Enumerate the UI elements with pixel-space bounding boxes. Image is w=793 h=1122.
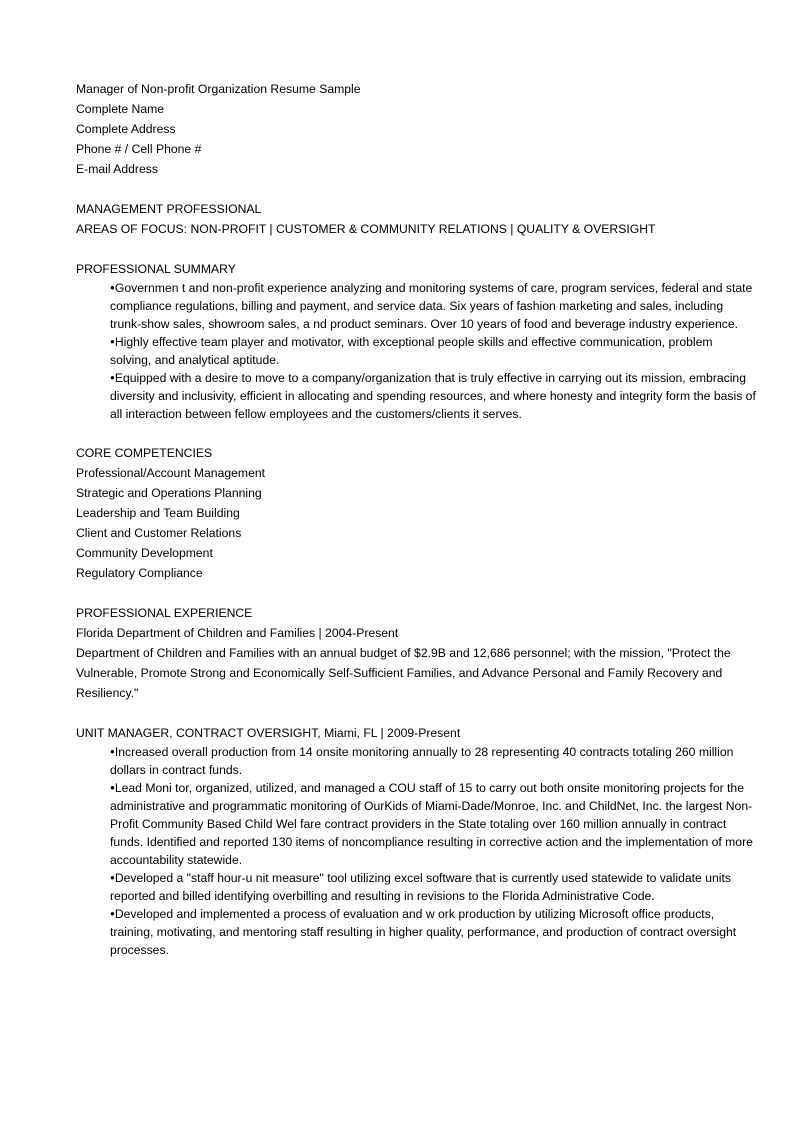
competency-item: Client and Customer Relations <box>76 526 242 540</box>
competency-item: Professional/Account Management <box>76 466 266 480</box>
role-bullet-text: Lead Moni tor, organized, utilized, and managed a COU staff of 15 to carry out both onsite monitoring projects for the administrative and programmatic monitoring of OurKids of Miami-Dade/Monroe, Inc. and ChildNet, Inc. the largest Non-Profit Community Based Child Wel fare contract providers in the State totaling over 160 million annually in contract funds. Identified and reported 130 items of noncompliance resulting in corrective action and the implementation of more accountability statewide. <box>110 781 753 867</box>
candidate-email: E-mail Address <box>76 162 158 176</box>
bullet-dot-icon: ● <box>110 747 115 756</box>
headline-focus: AREAS OF FOCUS: NON-PROFIT | CUSTOMER & COMMUNITY RELATIONS | QUALITY & OVERSIGHT <box>76 222 656 236</box>
experience-heading: PROFESSIONAL EXPERIENCE <box>76 606 253 620</box>
bullet-dot-icon: ● <box>110 337 115 346</box>
summary-bullet-text: Equipped with a desire to move to a company/organization that is truly effective in carrying out its mission, embracing diversity and inclusivity, efficient in allocating and spending resources, and where honesty and integrity form the basis of all interaction between fellow employees and the customers/clients it serves. <box>110 371 756 421</box>
competency-item: Strategic and Operations Planning <box>76 486 262 500</box>
bullet-dot-icon: ● <box>110 873 115 882</box>
summary-heading: PROFESSIONAL SUMMARY <box>76 262 236 276</box>
document-title: Manager of Non-profit Organization Resume Sample <box>76 82 361 96</box>
competency-item: Leadership and Team Building <box>76 506 240 520</box>
candidate-address: Complete Address <box>76 122 176 136</box>
role-title: UNIT MANAGER, CONTRACT OVERSIGHT, Miami, FL | 2009-Present <box>76 726 461 740</box>
role-bullet <box>110 869 756 905</box>
role-bullet-list <box>110 743 756 959</box>
employer-description: Department of Children and Families with an annual budget of $2.9B and 12,686 personnel; with the mission, "Protect the Vulnerable, Promote Strong and Economically Self-Sufficient Families, and Advance Personal and Family Recovery and Resiliency." <box>76 646 731 700</box>
summary-bullet-text: Governmen t and non-profit experience analyzing and monitoring systems of care, program services, federal and state compliance regulations, billing and payment, and service data. Six years of fashion marketing and sales, including trunk-show sales, showroom sales, a nd product seminars. Over 10 years of food and beverage industry experience. <box>110 281 753 331</box>
summary-bullet-list <box>110 279 756 423</box>
spacer <box>76 703 756 723</box>
competency-item: Regulatory Compliance <box>76 566 203 580</box>
role-bullet <box>110 779 756 869</box>
employer-line: Florida Department of Children and Families | 2004-Present <box>76 626 399 640</box>
spacer <box>76 239 756 259</box>
resume-content <box>76 79 756 959</box>
candidate-phone: Phone # / Cell Phone # <box>76 142 202 156</box>
summary-bullet-text: Highly effective team player and motivator, with exceptional people skills and effective communication, problem solving, and analytical aptitude. <box>110 335 713 367</box>
summary-bullet <box>110 369 756 423</box>
competency-item: Community Development <box>76 546 213 560</box>
competencies-heading: CORE COMPETENCIES <box>76 446 213 460</box>
bullet-dot-icon: ● <box>110 283 115 292</box>
spacer <box>76 423 756 443</box>
role-bullet <box>110 905 756 959</box>
role-bullet <box>110 743 756 779</box>
summary-bullet <box>110 333 756 369</box>
headline-title: MANAGEMENT PROFESSIONAL <box>76 202 262 216</box>
bullet-dot-icon: ● <box>110 373 115 382</box>
role-bullet-text: Developed a "staff hour-u nit measure" tool utilizing excel software that is currently used statewide to validate units reported and billed identifying overbilling and resulting in revisions to the Florida Administrative Code. <box>110 871 731 903</box>
bullet-dot-icon: ● <box>110 783 115 792</box>
spacer <box>76 583 756 603</box>
bullet-dot-icon: ● <box>110 909 115 918</box>
spacer <box>76 179 756 199</box>
role-bullet-text: Increased overall production from 14 onsite monitoring annually to 28 representing 40 contracts totaling 260 million dollars in contract funds. <box>110 745 734 777</box>
role-bullet-text: Developed and implemented a process of evaluation and w ork production by utilizing Microsoft office products, training, motivating, and mentoring staff resulting in higher quality, performance, and production of contract oversight processes. <box>110 907 737 957</box>
candidate-name: Complete Name <box>76 102 165 116</box>
summary-bullet <box>110 279 756 333</box>
